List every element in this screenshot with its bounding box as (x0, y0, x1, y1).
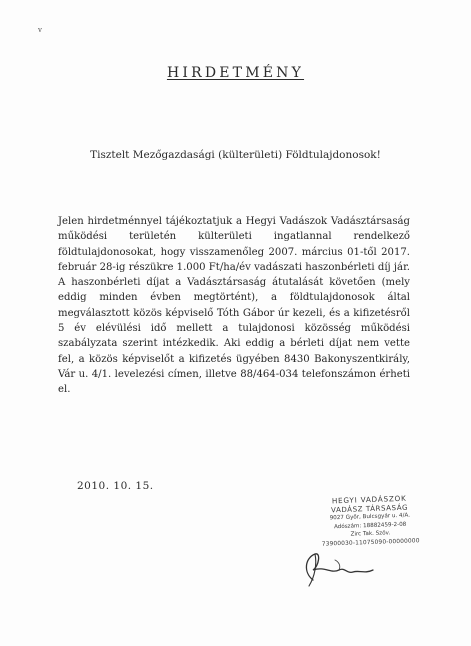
stamp-line: Zirc Tak. Szöv. (350, 530, 391, 538)
corner-mark: v (38, 26, 42, 34)
body-paragraph: Jelen hirdetménnyel tájékoztatjuk a Hegyi Vadászok Vadásztársaság működési területén külterületi ingatlannal rendelkező földtulajdonosokat, hogy visszamenőleg 2007. március 01-től 2017. február 28-ig részükre 1.000 Ft/ha/év vadászati haszonbérleti díj jár. A haszonbérleti díjat a Vadásztársaság átutalását követően (mely eddig minden évben megtörtént), a földtulajdonosok által megválasztott közös képviselő Tóth Gábor úr kezeli, és a kifizetésről 5 év elévülési idő mellett a tulajdonosi közösség működési szabályzata szerint intézkedik. Aki eddig a bérleti díjat nem vette fel, a közös képviselőt a kifizetés ügyében 8430 Bakonyszentkirály, Vár u. 4/1. levelezési címen, illetve 88/464-034 telefonszámon érheti el. (58, 216, 410, 396)
stamp-line: HEGYI VADÁSZOK (331, 493, 407, 506)
document-date: 2010. 10. 15. (77, 480, 154, 492)
salutation: Tisztelt Mezőgazdasági (külterületi) Földtulajdonosok! (90, 149, 381, 161)
stamp-line: VADÁSZ TÁRSASÁG (330, 503, 409, 514)
stamp-line: 9027 Győr, Bulcsgyár u. 4/A. (329, 512, 411, 522)
document-title: HIRDETMÉNY (166, 65, 305, 81)
stamp-line: Adószám: 18882459-2-08 (333, 521, 407, 530)
handwritten-signature (295, 540, 415, 590)
stamp-line: 73900030-11075090-00000000 (321, 537, 420, 548)
